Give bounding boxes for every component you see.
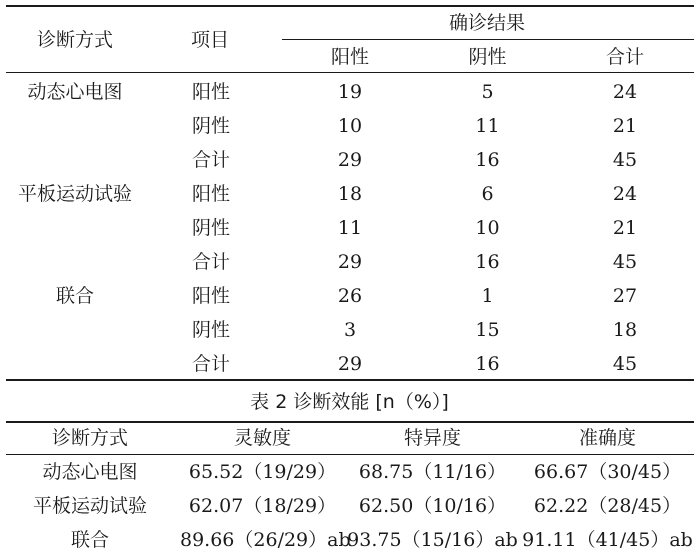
table1-row-item: 阳性 (192, 183, 231, 205)
table1-cell: 3 (343, 319, 357, 341)
table2-header-accuracy: 准确度 (578, 427, 636, 449)
table1-method-label: 平板运动试验 (17, 183, 132, 205)
table1-cell: 45 (612, 149, 638, 171)
table1-cell: 45 (612, 353, 638, 375)
table2-cell: 66.67（30/45） (533, 461, 682, 483)
table1-col-total: 合计 (605, 46, 644, 68)
table1-cell: 6 (481, 183, 494, 205)
table2-top-rule (6, 421, 694, 423)
table2-title: 表 2 诊断效能 [n（%）] (250, 391, 449, 413)
table1-group-rule (282, 39, 694, 40)
table2-method-label: 联合 (70, 529, 109, 551)
table2-cell: 65.52（19/29） (188, 461, 337, 483)
table1-header-item: 项目 (190, 29, 229, 51)
table1-cell: 45 (612, 251, 638, 273)
table1-row-item: 阴性 (192, 319, 231, 341)
table1-row-item: 合计 (192, 251, 231, 273)
table2-cell: 62.07（18/29） (188, 495, 337, 517)
table1-header-rule (6, 72, 694, 73)
table1-cell: 18 (612, 319, 638, 341)
table1-cell: 29 (337, 353, 363, 375)
table1-row-item: 阴性 (192, 115, 231, 137)
table1-cell: 15 (475, 319, 500, 341)
table2-cell: 93.75（15/16）ab (347, 529, 518, 551)
table2-header-rule (6, 454, 694, 455)
table1-cell: 21 (612, 115, 638, 137)
table2-header-specificity: 特异度 (403, 427, 461, 449)
table1-cell: 19 (337, 81, 363, 103)
table1-cell: 29 (337, 149, 363, 171)
table2-cell: 89.66（26/29）ab (180, 529, 351, 551)
table2-header-method: 诊断方式 (51, 427, 128, 449)
table1-cell: 24 (612, 81, 638, 103)
table1-cell: 21 (612, 217, 638, 239)
table1-header-result-group: 确诊结果 (448, 12, 525, 34)
table1-bottom-rule (6, 379, 694, 381)
table1-row-item: 阴性 (192, 217, 231, 239)
table1-col-positive: 阳性 (330, 46, 369, 68)
table1-cell: 16 (475, 251, 500, 273)
table1-col-negative: 阴性 (468, 46, 507, 68)
table1-cell: 29 (337, 251, 363, 273)
table2-method-label: 动态心电图 (42, 461, 138, 483)
table1-cell: 11 (475, 115, 500, 137)
table2-cell: 62.22（28/45） (533, 495, 682, 517)
table1-cell: 16 (475, 149, 500, 171)
table1-row-item: 合计 (192, 149, 231, 171)
table1-cell: 10 (337, 115, 363, 137)
table2-cell: 68.75（11/16） (358, 461, 507, 483)
table1-row-item: 合计 (192, 353, 231, 375)
table1-method-label: 动态心电图 (27, 81, 123, 103)
table1-cell: 18 (337, 183, 363, 205)
table1-cell: 10 (475, 217, 500, 239)
table1-top-rule (6, 5, 694, 7)
table1-cell: 24 (612, 183, 638, 205)
table1-cell: 27 (612, 285, 638, 307)
table1-cell: 5 (481, 81, 494, 103)
table1-cell: 26 (337, 285, 363, 307)
table2-header-sensitivity: 灵敏度 (233, 427, 291, 449)
table1-row-item: 阳性 (192, 285, 231, 307)
table1-cell: 16 (475, 353, 500, 375)
table1-header-method: 诊断方式 (36, 29, 113, 51)
table1-cell: 1 (481, 285, 494, 307)
table1-method-label: 联合 (55, 285, 94, 307)
table1-row-item: 阳性 (192, 81, 231, 103)
table1-cell: 11 (337, 217, 363, 239)
table2-method-label: 平板运动试验 (32, 495, 147, 517)
table2-cell: 91.11（41/45）ab (522, 529, 693, 551)
table2-cell: 62.50（10/16） (358, 495, 507, 517)
